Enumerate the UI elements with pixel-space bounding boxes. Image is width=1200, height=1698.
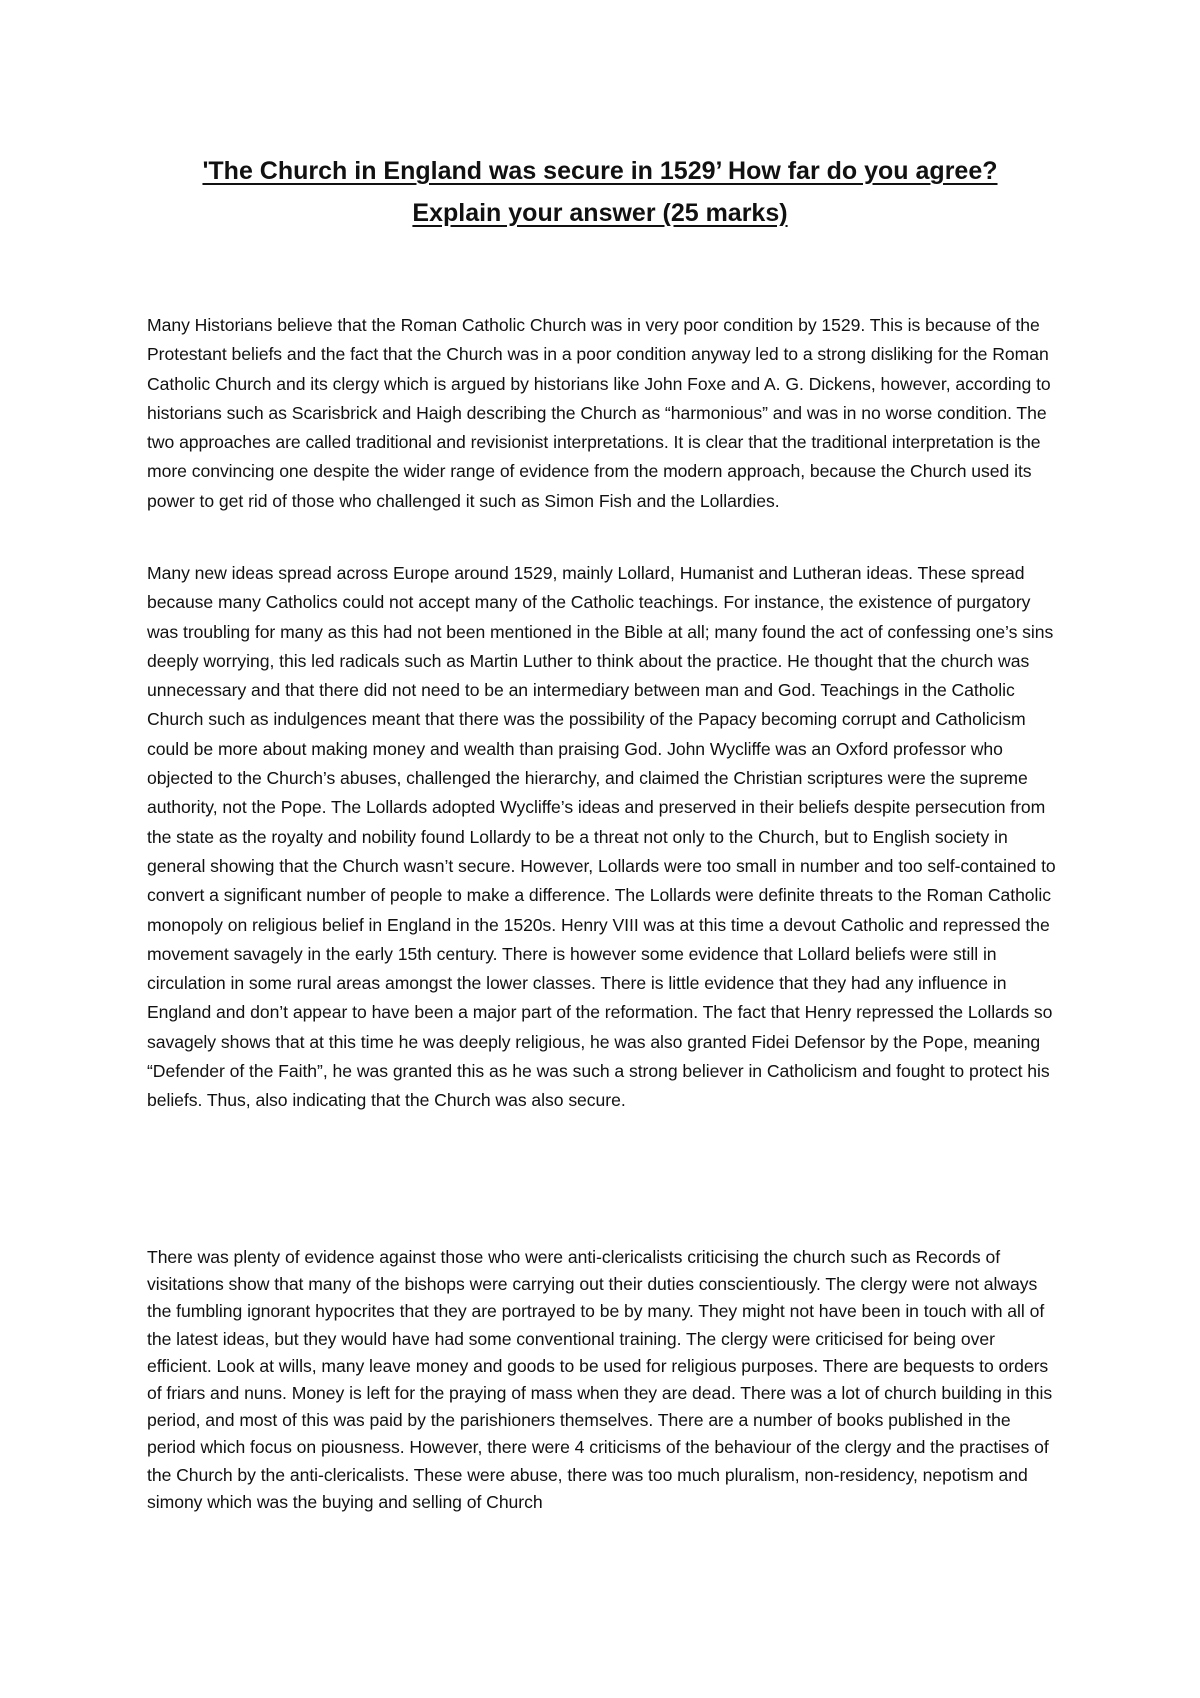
paragraph-anti-clericalism: There was plenty of evidence against those who were anti-clericalists criticising the church such as Records of visitations show that many of the bishops were carrying out their duties conscientiously. The clergy were not always the fumbling ignorant hypocrites that they are portrayed to be by many. They might not have been in touch with all of the latest ideas, but they would have had some conventional training. The clergy were criticised for being over efficient. Look at wills, many leave money and goods to be used for religious purposes. There are bequests to orders of friars and nuns. Money is left for the praying of mass when they are dead. There was a lot of church building in this period, and most of this was paid by the parishioners themselves. There are a number of books published in the period which focus on piousness. However, there were 4 criticisms of the behaviour of the clergy and the practises of the Church by the anti-clericalists. These were abuse, there was too much pluralism, non-residency, nepotism and simony which was the buying and selling of Church [147,1247,1053,1512]
paragraph-introduction: Many Historians believe that the Roman Catholic Church was in very poor condition by 1529. This is because of the Protestant beliefs and the fact that the Church was in a poor condition anyway led to a strong disliking for the Roman Catholic Church and its clergy which is argued by historians like John Foxe and A. G. Dickens, however, according to historians such as Scarisbrick and Haigh describing the Church as “harmonious” and was in no worse condition. The two approaches are called traditional and revisionist interpretations. It is clear that the traditional interpretation is the more convincing one despite the wider range of evidence from the modern approach, because the Church used its power to get rid of those who challenged it such as Simon Fish and the Lollardies. [147,315,1051,511]
essay-title-line-2: Explain your answer (25 marks) [412,199,788,227]
paragraph-new-ideas: Many new ideas spread across Europe around 1529, mainly Lollard, Humanist and Lutheran ideas. These spread because many Catholics could not accept many of the Catholic teachings. For instance, the existence of purgatory was troubling for many as this had not been mentioned in the Bible at all; many found the act of confessing one’s sins deeply worrying, this led radicals such as Martin Luther to think about the practice. He thought that the church was unnecessary and that there did not need to be an intermediary between man and God. Teachings in the Catholic Church such as indulgences meant that there was the possibility of the Papacy becoming corrupt and Catholicism could be more about making money and wealth than praising God. John Wycliffe was an Oxford professor who objected to the Church’s abuses, challenged the hierarchy, and claimed the Christian scriptures were the supreme authority, not the Pope. The Lollards adopted Wycliffe’s ideas and preserved in their beliefs despite persecution from the state as the royalty and nobility found Lollardy to be a threat not only to the Church, but to English society in general showing that the Church wasn’t secure. However, Lollards were too small in number and too self-contained to convert a significant number of people to make a difference. The Lollards were definite threats to the Roman Catholic monopoly on religious belief in England in the 1520s. Henry VIII was at this time a devout Catholic and repressed the movement savagely in the early 15th century. There is however some evidence that Lollard beliefs were still in circulation in some rural areas amongst the lower classes. There is little evidence that they had any influence in England and don’t appear to have been a major part of the reformation. The fact that Henry repressed the Lollards so savagely shows that at this time he was deeply religious, he was also granted Fidei Defensor by the Pope, meaning “Defender of the Faith”, he was granted this as he was such a strong believer in Catholicism and fought to protect his beliefs. Thus, also indicating that the Church was also secure. [147,563,1056,1111]
essay-title [120,150,1080,234]
essay-title-line-1: 'The Church in England was secure in 1529’ How far do you agree? [202,157,998,185]
